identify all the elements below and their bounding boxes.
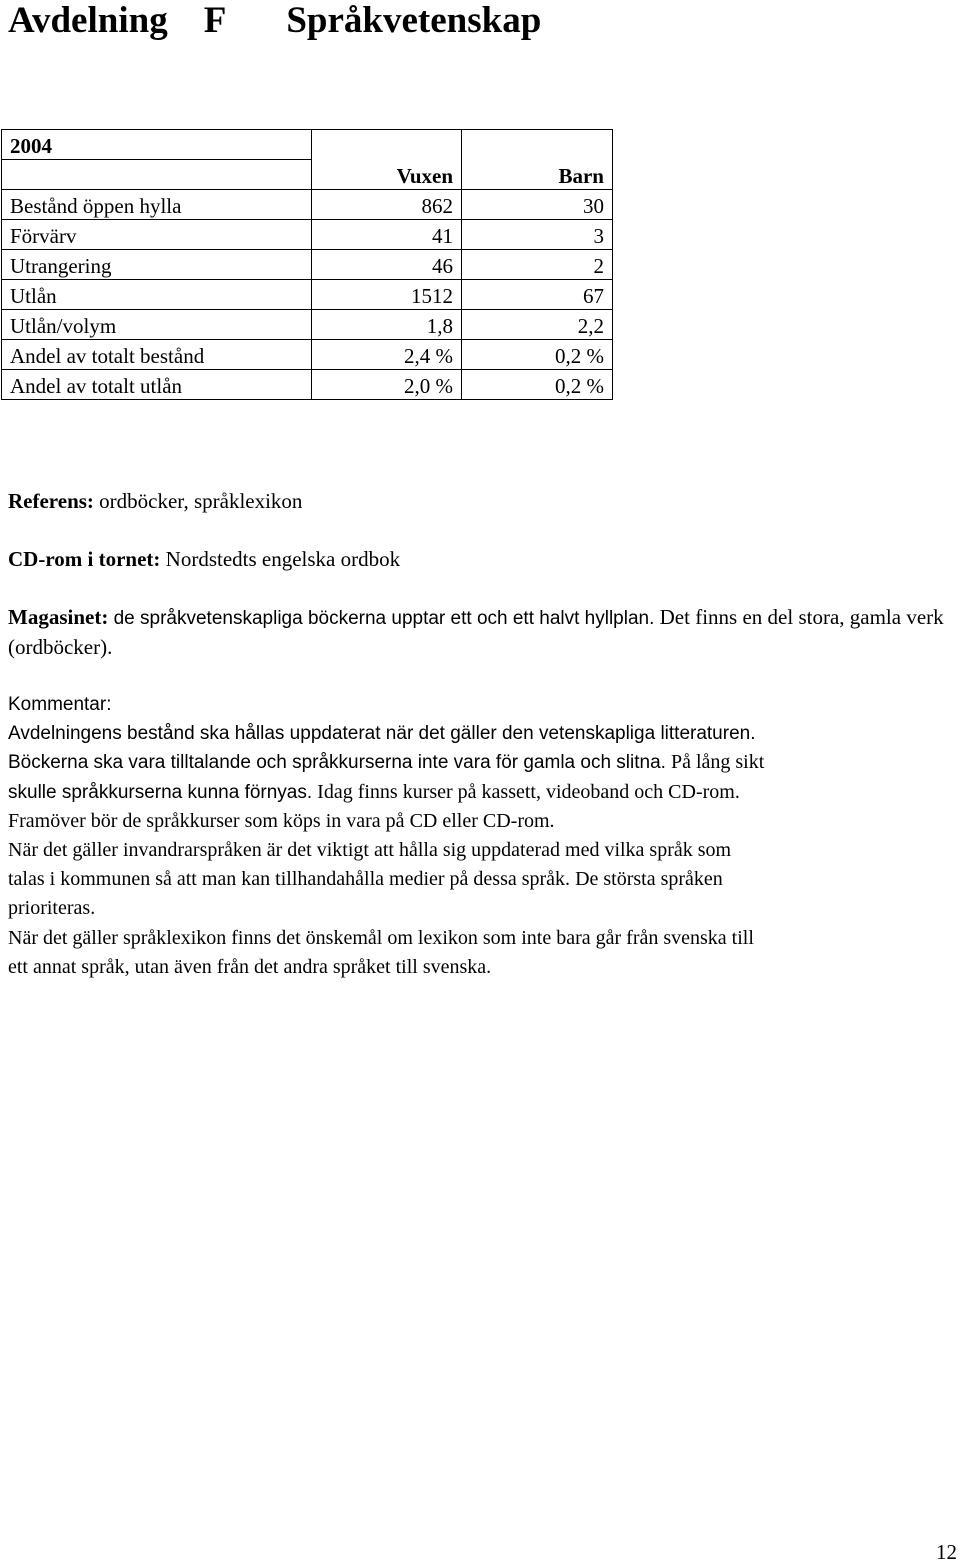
row-child-value: 67 bbox=[462, 280, 613, 310]
row-label: Andel av totalt utlån bbox=[2, 370, 312, 400]
referens-label: Referens: bbox=[8, 489, 94, 513]
row-adult-value: 2,4 % bbox=[312, 340, 462, 370]
table-row bbox=[2, 310, 613, 340]
kommentar-label: Kommentar: bbox=[8, 694, 112, 715]
heading-department-word: Avdelning bbox=[8, 0, 168, 41]
magasinet-label: Magasinet: bbox=[8, 605, 109, 629]
row-child-value: 2 bbox=[462, 250, 613, 280]
kommentar-line: När det gäller invandrarspråken är det viktigt att hålla sig uppdaterad med vilka språk som bbox=[8, 839, 732, 862]
kommentar-line: prioriteras. bbox=[8, 897, 96, 920]
kommentar-line: Avdelningens bestånd ska hållas uppdaterat när det gäller den vetenskapliga litteraturen. bbox=[8, 723, 756, 745]
row-label: Utlån bbox=[2, 280, 312, 310]
table-row bbox=[2, 340, 613, 370]
table-year-row bbox=[2, 130, 613, 160]
page-number: 12 bbox=[936, 1540, 957, 1564]
kommentar-fragment: talas i kommunen så att man kan tillhandahålla medier på dessa språk. bbox=[8, 868, 571, 891]
magasinet-text-2: Det finns en del stora, gamla verk (ordböcker). bbox=[8, 605, 944, 659]
row-label: Utlån/volym bbox=[2, 310, 312, 340]
heading-subject: Språkvetenskap bbox=[286, 0, 542, 41]
table-header-empty bbox=[2, 160, 312, 190]
kommentar-fragment: Böckerna ska vara tilltalande och språkkurserna inte vara för gamla och slitna. bbox=[8, 752, 666, 774]
row-label: Bestånd öppen hylla bbox=[2, 190, 312, 220]
column-header-adult: Vuxen bbox=[312, 130, 462, 190]
kommentar-line bbox=[8, 778, 958, 807]
kommentar-line: När det gäller språklexikon finns det önskemål om lexikon som inte bara går från svenska till bbox=[8, 926, 754, 949]
statistics-table bbox=[1, 129, 613, 400]
referens-text: ordböcker, språklexikon bbox=[93, 489, 303, 513]
row-label: Förvärv bbox=[2, 220, 312, 250]
cdrom-paragraph bbox=[8, 545, 952, 574]
cdrom-text: Nordstedts engelska ordbok bbox=[160, 547, 401, 571]
row-adult-value: 1512 bbox=[312, 280, 462, 310]
table-row bbox=[2, 220, 613, 250]
row-child-value: 0,2 % bbox=[462, 340, 613, 370]
kommentar-fragment: Idag finns kurser på kassett, videoband och CD-rom. bbox=[312, 780, 740, 803]
row-adult-value: 862 bbox=[312, 190, 462, 220]
table-row bbox=[2, 190, 613, 220]
page-heading bbox=[8, 0, 541, 42]
row-adult-value: 46 bbox=[312, 250, 462, 280]
row-adult-value: 41 bbox=[312, 220, 462, 250]
table-year: 2004 bbox=[2, 130, 312, 160]
kommentar-section bbox=[8, 690, 958, 982]
magasinet-paragraph bbox=[8, 603, 952, 662]
kommentar-fragment: På lång sikt bbox=[665, 751, 765, 774]
cdrom-label: CD-rom i tornet: bbox=[8, 547, 161, 571]
kommentar-fragment: skulle språkkurserna kunna förnyas. bbox=[8, 781, 313, 803]
row-child-value: 30 bbox=[462, 190, 613, 220]
row-adult-value: 2,0 % bbox=[312, 370, 462, 400]
kommentar-line bbox=[8, 865, 958, 894]
column-header-child: Barn bbox=[462, 130, 613, 190]
table-row bbox=[2, 280, 613, 310]
row-label: Utrangering bbox=[2, 250, 312, 280]
row-label: Andel av totalt bestånd bbox=[2, 340, 312, 370]
row-child-value: 3 bbox=[462, 220, 613, 250]
kommentar-line: ett annat språk, utan även från det andra språket till svenska. bbox=[8, 955, 492, 978]
heading-department-letter: F bbox=[203, 0, 227, 41]
row-child-value: 2,2 bbox=[462, 310, 613, 340]
kommentar-line bbox=[8, 748, 958, 777]
referens-paragraph bbox=[8, 487, 952, 516]
kommentar-line: Framöver bör de språkkurser som köps in vara på CD eller CD-rom. bbox=[8, 809, 555, 832]
kommentar-fragment: De största språken bbox=[570, 868, 723, 891]
row-child-value: 0,2 % bbox=[462, 370, 613, 400]
table-row bbox=[2, 250, 613, 280]
table-row bbox=[2, 370, 613, 400]
row-adult-value: 1,8 bbox=[312, 310, 462, 340]
magasinet-text: de språkvetenskapliga böckerna upptar ett och ett halvt hyllplan. bbox=[108, 608, 655, 629]
